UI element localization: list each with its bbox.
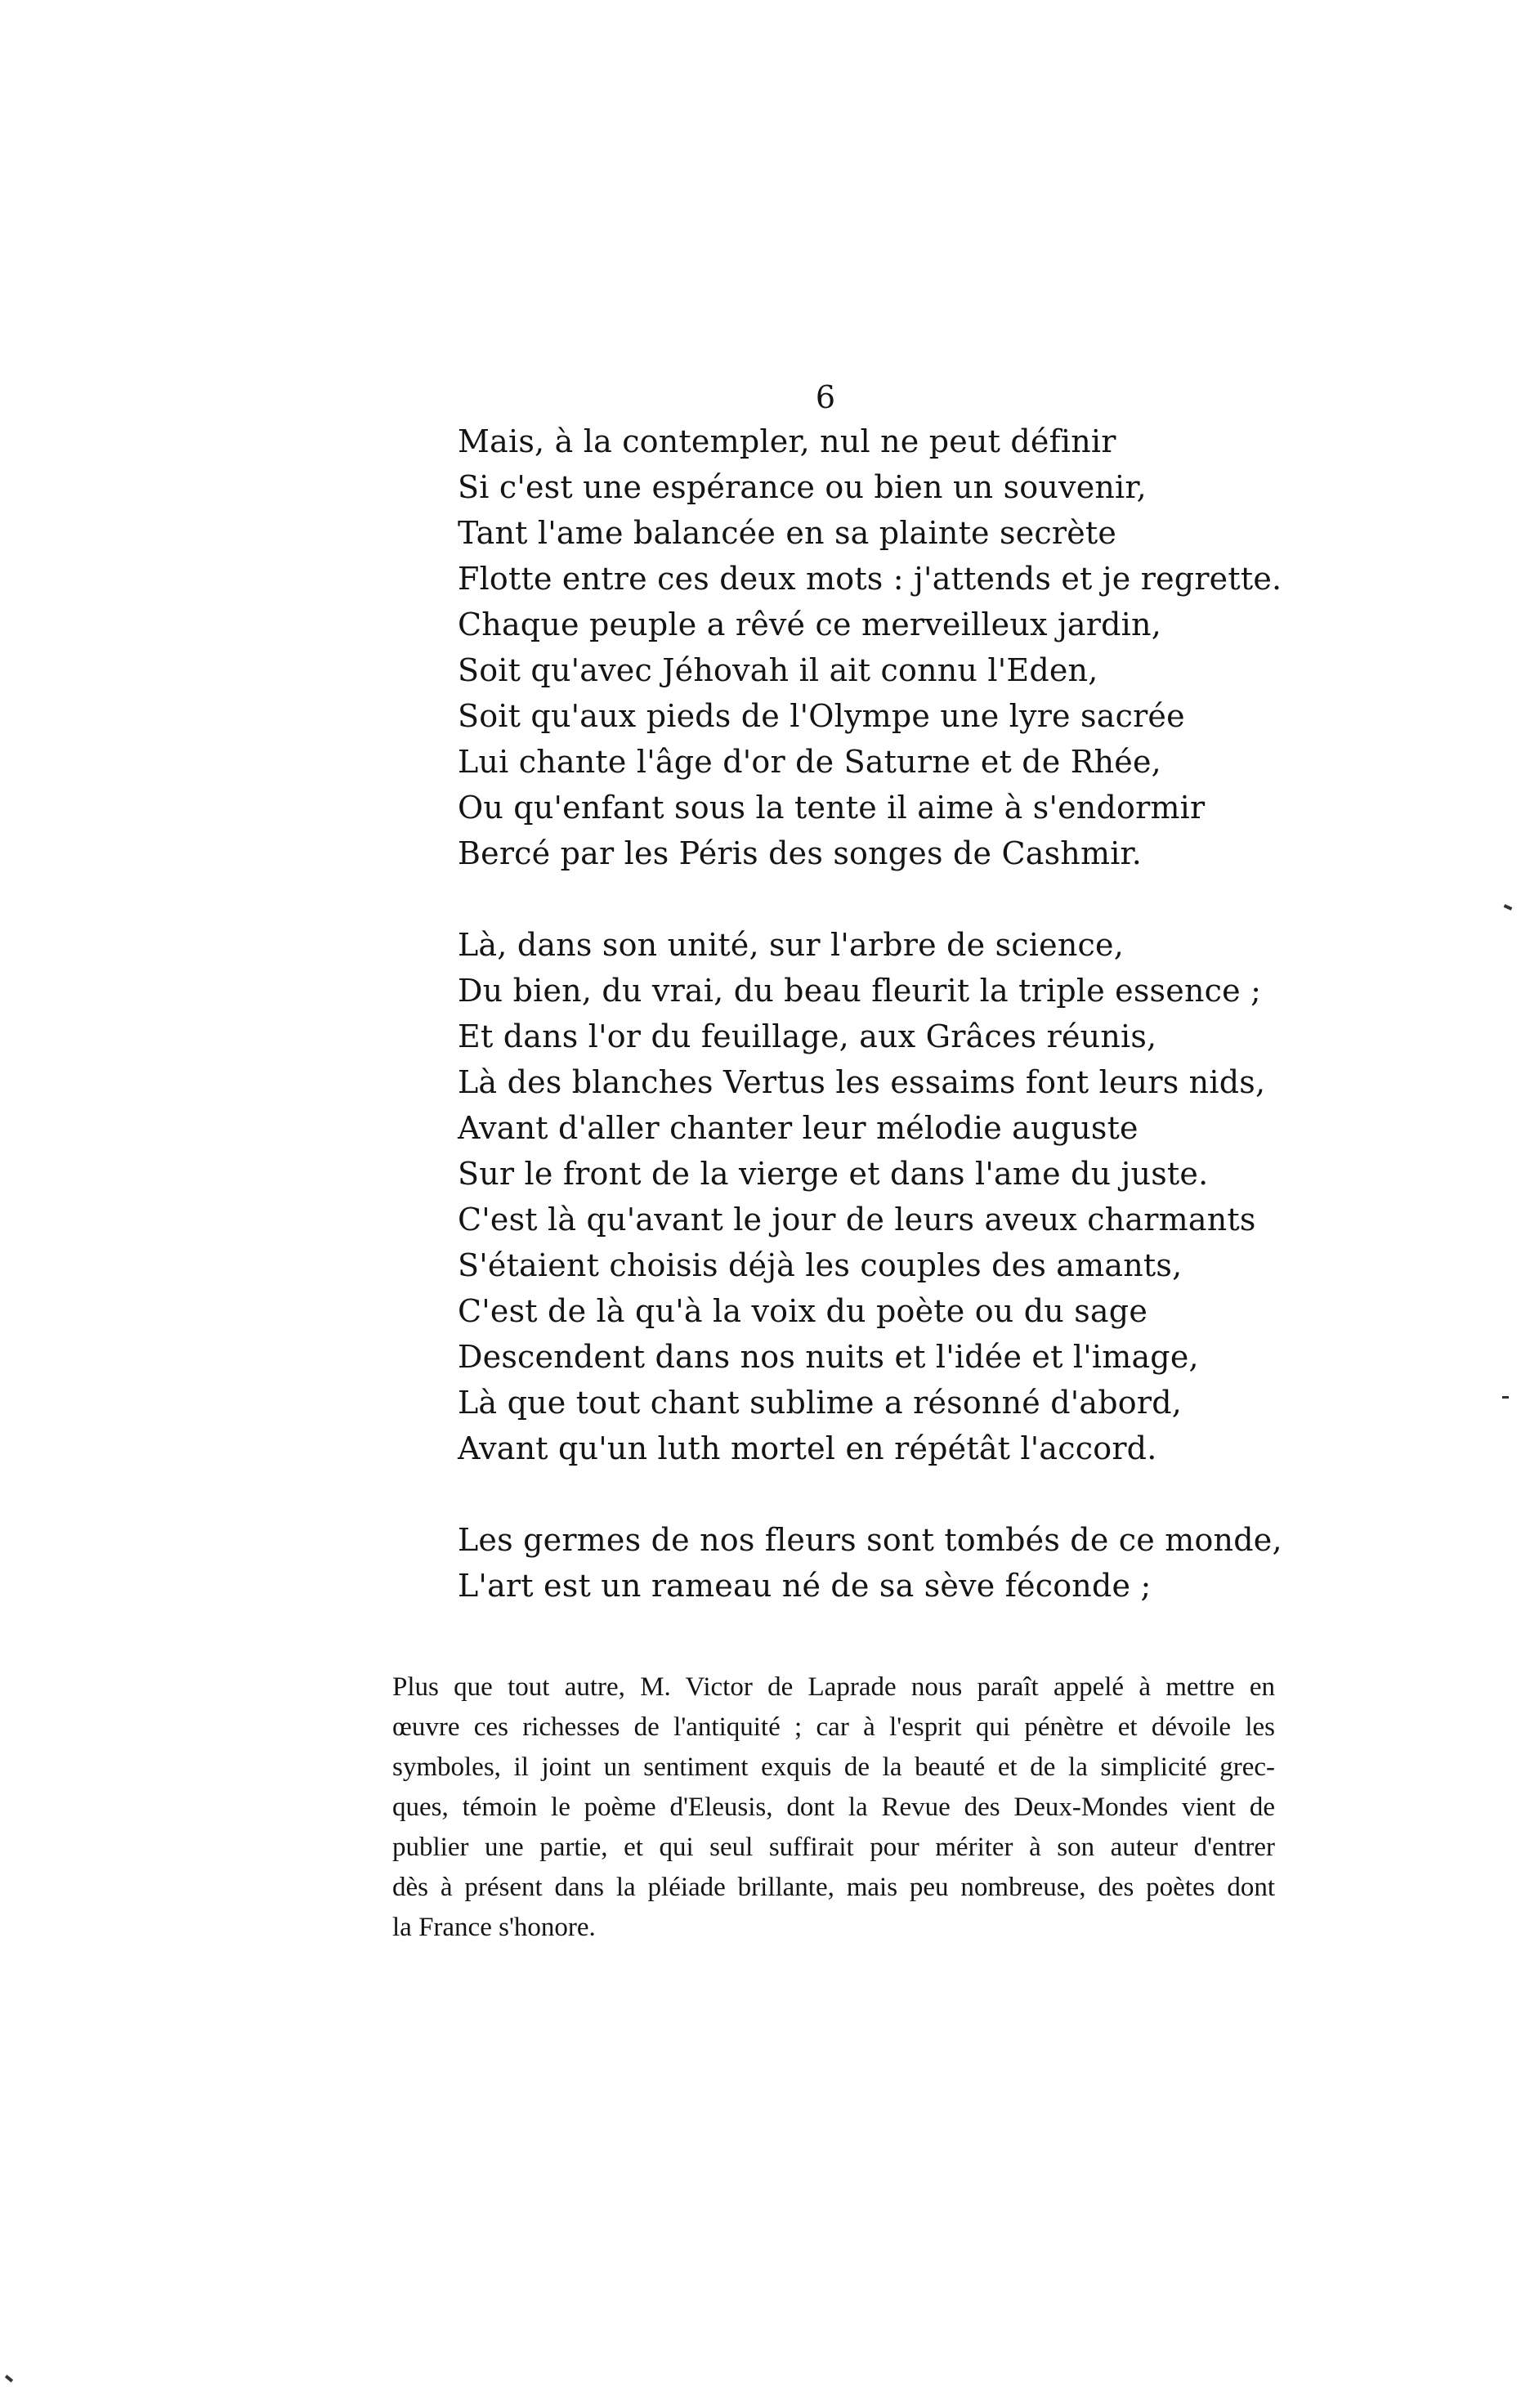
- verse-line: Lui chante l'âge d'or de Saturne et de Rhée,: [458, 744, 1161, 780]
- footnote-line: Plus que tout autre, M. Victor de Laprade nous paraît appelé à mettre en: [392, 1672, 1275, 1702]
- verse-line: Ou qu'enfant sous la tente il aime à s'endormir: [458, 790, 1206, 826]
- verse-line: C'est là qu'avant le jour de leurs aveux charmants: [458, 1202, 1256, 1238]
- footnote: [392, 1667, 1275, 1948]
- scan-speck: [1502, 1396, 1509, 1399]
- verse-line: Là, dans son unité, sur l'arbre de science,: [458, 927, 1124, 963]
- verse-line: Là que tout chant sublime a résonné d'abord,: [458, 1385, 1183, 1421]
- stanza-1: [458, 418, 1282, 876]
- footnote-line: la France s'honore.: [392, 1913, 596, 1942]
- scan-speck: [1504, 904, 1513, 911]
- page-number: 6: [815, 379, 836, 415]
- footnote-line: symboles, il joint un sentiment exquis de la beauté et de la simplicité grec-: [392, 1752, 1275, 1782]
- footnote-line: ques, témoin le poème d'Eleusis, dont la Revue des Deux-Mondes vient de: [392, 1793, 1275, 1822]
- verse-line: Si c'est une espérance ou bien un souvenir,: [458, 469, 1147, 505]
- verse-line: Sur le front de la vierge et dans l'ame du juste.: [458, 1156, 1209, 1192]
- verse-line: Flotte entre ces deux mots : j'attends et je regrette.: [458, 561, 1282, 597]
- verse-line: Avant d'aller chanter leur mélodie auguste: [458, 1110, 1139, 1146]
- verse-line: Soit qu'avec Jéhovah il ait connu l'Eden,: [458, 652, 1098, 688]
- verse-line: Et dans l'or du feuillage, aux Grâces réunis,: [458, 1018, 1157, 1054]
- stanza-2: [458, 922, 1275, 1471]
- scan-speck: [5, 2374, 13, 2382]
- verse-line: Les germes de nos fleurs sont tombés de ce monde,: [458, 1522, 1282, 1558]
- verse-line: Chaque peuple a rêvé ce merveilleux jardin,: [458, 606, 1161, 642]
- verse-line: Descendent dans nos nuits et l'idée et l'image,: [458, 1339, 1199, 1375]
- footnote-line: publier une partie, et qui seul suffirait pour mériter à son auteur d'entrer: [392, 1833, 1275, 1862]
- verse-line: Mais, à la contempler, nul ne peut définir: [458, 423, 1116, 459]
- verse-line: C'est de là qu'à la voix du poète ou du sage: [458, 1293, 1148, 1329]
- verse-line: Avant qu'un luth mortel en répétât l'accord.: [458, 1430, 1157, 1466]
- poem: [458, 418, 1282, 1609]
- verse-line: Tant l'ame balancée en sa plainte secrète: [458, 515, 1117, 551]
- footnote-line: œuvre ces richesses de l'antiquité ; car à l'esprit qui pénètre et dévoile les: [392, 1712, 1275, 1742]
- verse-line: Du bien, du vrai, du beau fleurit la triple essence ;: [458, 973, 1262, 1009]
- footnote-line: dès à présent dans la pléiade brillante, mais peu nombreuse, des poètes dont: [392, 1873, 1275, 1902]
- verse-line: S'étaient choisis déjà les couples des amants,: [458, 1247, 1183, 1283]
- verse-line: L'art est un rameau né de sa sève féconde ;: [458, 1568, 1152, 1604]
- stanza-3: [458, 1517, 1282, 1609]
- verse-line: Là des blanches Vertus les essaims font leurs nids,: [458, 1064, 1266, 1100]
- verse-line: Soit qu'aux pieds de l'Olympe une lyre sacrée: [458, 698, 1185, 734]
- verse-line: Bercé par les Péris des songes de Cashmir.: [458, 835, 1143, 871]
